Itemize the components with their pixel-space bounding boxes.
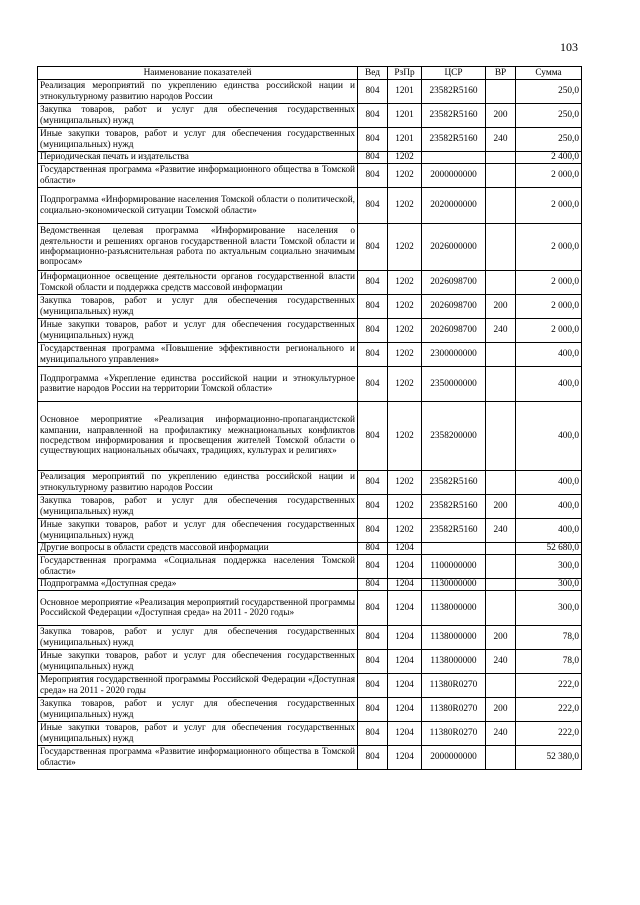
cell-csr: 1100000000	[422, 555, 486, 579]
cell-rzpr: 1201	[388, 80, 422, 104]
col-header-sum: Сумма	[516, 67, 582, 80]
cell-rzpr: 1202	[388, 495, 422, 519]
cell-vr: 200	[486, 104, 516, 128]
cell-name: Основное мероприятие «Реализация информационно-пропагандистской кампании, направленной на профилактику межнациональных конфликтов посредством информирования и просвещения жителей Томской области о существующих национальных обычаях, традициях, культурах и религиях»	[38, 402, 358, 471]
table-row	[38, 555, 582, 579]
cell-ved: 804	[358, 471, 388, 495]
cell-vr	[486, 579, 516, 591]
table-row	[38, 271, 582, 295]
cell-ved: 804	[358, 271, 388, 295]
cell-vr: 240	[486, 722, 516, 746]
table-row	[38, 402, 582, 471]
table-row	[38, 80, 582, 104]
cell-sum: 300,0	[516, 591, 582, 626]
cell-vr: 200	[486, 698, 516, 722]
cell-sum: 78,0	[516, 650, 582, 674]
cell-name: Государственная программа «Повышение эффективности регионального и муниципального управления»	[38, 343, 358, 367]
cell-name: Информационное освещение деятельности органов государственной власти Томской области и поддержка средств массовой информации	[38, 271, 358, 295]
cell-rzpr: 1204	[388, 579, 422, 591]
cell-vr	[486, 543, 516, 555]
table-row	[38, 128, 582, 152]
table-row	[38, 626, 582, 650]
cell-name: Реализация мероприятий по укреплению единства российской нации и этнокультурному развитию народов России	[38, 471, 358, 495]
cell-name: Иные закупки товаров, работ и услуг для обеспечения государственных (муниципальных) нужд	[38, 650, 358, 674]
cell-csr: 23582R5160	[422, 104, 486, 128]
cell-name: Закупка товаров, работ и услуг для обеспечения государственных (муниципальных) нужд	[38, 626, 358, 650]
cell-csr: 1138000000	[422, 626, 486, 650]
cell-name: Ведомственная целевая программа «Информирование населения о деятельности и решениях органов государственной власти Томской области и информационно-разъяснительная работа по актуальным социально значимым вопросам»	[38, 224, 358, 271]
cell-csr	[422, 152, 486, 164]
cell-name: Иные закупки товаров, работ и услуг для обеспечения государственных (муниципальных) нужд	[38, 519, 358, 543]
cell-name: Периодическая печать и издательства	[38, 152, 358, 164]
cell-name: Иные закупки товаров, работ и услуг для обеспечения государственных (муниципальных) нужд	[38, 319, 358, 343]
cell-rzpr: 1202	[388, 402, 422, 471]
cell-sum: 250,0	[516, 80, 582, 104]
cell-name: Иные закупки товаров, работ и услуг для обеспечения государственных (муниципальных) нужд	[38, 128, 358, 152]
cell-sum: 2 000,0	[516, 164, 582, 188]
cell-name: Другие вопросы в области средств массовой информации	[38, 543, 358, 555]
cell-sum: 400,0	[516, 495, 582, 519]
cell-sum: 2 400,0	[516, 152, 582, 164]
cell-ved: 804	[358, 674, 388, 698]
table-row	[38, 519, 582, 543]
cell-csr: 23582R5160	[422, 128, 486, 152]
cell-rzpr: 1201	[388, 128, 422, 152]
cell-ved: 804	[358, 543, 388, 555]
cell-sum: 250,0	[516, 104, 582, 128]
cell-vr: 240	[486, 519, 516, 543]
table-row	[38, 188, 582, 224]
cell-csr: 23582R5160	[422, 80, 486, 104]
cell-rzpr: 1204	[388, 698, 422, 722]
cell-sum: 2 000,0	[516, 188, 582, 224]
cell-rzpr: 1204	[388, 555, 422, 579]
cell-csr: 2358200000	[422, 402, 486, 471]
cell-ved: 804	[358, 698, 388, 722]
table-row	[38, 367, 582, 402]
cell-sum: 400,0	[516, 519, 582, 543]
cell-sum: 400,0	[516, 402, 582, 471]
table-row	[38, 224, 582, 271]
header-row	[38, 67, 582, 80]
cell-csr: 11380R0270	[422, 722, 486, 746]
cell-ved: 804	[358, 224, 388, 271]
cell-rzpr: 1201	[388, 104, 422, 128]
cell-name: Подпрограмма «Доступная среда»	[38, 579, 358, 591]
cell-rzpr: 1202	[388, 164, 422, 188]
cell-ved: 804	[358, 80, 388, 104]
table-row	[38, 471, 582, 495]
cell-vr	[486, 746, 516, 770]
cell-sum: 400,0	[516, 343, 582, 367]
cell-csr: 11380R0270	[422, 674, 486, 698]
table-row	[38, 746, 582, 770]
cell-rzpr: 1202	[388, 188, 422, 224]
cell-rzpr: 1202	[388, 471, 422, 495]
cell-vr: 200	[486, 495, 516, 519]
cell-sum: 250,0	[516, 128, 582, 152]
cell-name: Государственная программа «Развитие информационного общества в Томской области»	[38, 746, 358, 770]
cell-vr	[486, 555, 516, 579]
cell-name: Мероприятия государственной программы Российской Федерации «Доступная среда» на 2011 - 2020 годы	[38, 674, 358, 698]
cell-name: Иные закупки товаров, работ и услуг для обеспечения государственных (муниципальных) нужд	[38, 722, 358, 746]
budget-table	[37, 66, 582, 770]
cell-vr	[486, 164, 516, 188]
cell-sum: 300,0	[516, 555, 582, 579]
col-header-rzpr: РзПр	[388, 67, 422, 80]
cell-vr: 240	[486, 128, 516, 152]
table-row	[38, 319, 582, 343]
cell-csr: 1138000000	[422, 650, 486, 674]
table-row	[38, 295, 582, 319]
col-header-name: Наименование показателей	[38, 67, 358, 80]
cell-sum: 300,0	[516, 579, 582, 591]
cell-csr: 2350000000	[422, 367, 486, 402]
cell-vr: 200	[486, 626, 516, 650]
cell-ved: 804	[358, 128, 388, 152]
cell-rzpr: 1204	[388, 591, 422, 626]
cell-sum: 2 000,0	[516, 224, 582, 271]
cell-csr: 2300000000	[422, 343, 486, 367]
cell-ved: 804	[358, 591, 388, 626]
cell-csr: 11380R0270	[422, 698, 486, 722]
cell-csr: 2000000000	[422, 746, 486, 770]
cell-rzpr: 1204	[388, 626, 422, 650]
cell-rzpr: 1204	[388, 650, 422, 674]
cell-vr	[486, 674, 516, 698]
cell-vr	[486, 471, 516, 495]
cell-rzpr: 1202	[388, 152, 422, 164]
table-row	[38, 674, 582, 698]
cell-ved: 804	[358, 402, 388, 471]
cell-sum: 400,0	[516, 367, 582, 402]
cell-csr: 1138000000	[422, 591, 486, 626]
cell-rzpr: 1202	[388, 319, 422, 343]
cell-ved: 804	[358, 319, 388, 343]
cell-csr: 2000000000	[422, 164, 486, 188]
cell-name: Закупка товаров, работ и услуг для обеспечения государственных (муниципальных) нужд	[38, 295, 358, 319]
cell-rzpr: 1202	[388, 367, 422, 402]
cell-vr: 240	[486, 650, 516, 674]
cell-ved: 804	[358, 722, 388, 746]
cell-name: Государственная программа «Развитие информационного общества в Томской области»	[38, 164, 358, 188]
cell-csr: 23582R5160	[422, 519, 486, 543]
cell-ved: 804	[358, 188, 388, 224]
table-header	[38, 67, 582, 80]
cell-vr	[486, 188, 516, 224]
cell-vr	[486, 80, 516, 104]
table-row	[38, 543, 582, 555]
cell-csr: 2026098700	[422, 319, 486, 343]
cell-ved: 804	[358, 555, 388, 579]
cell-ved: 804	[358, 104, 388, 128]
table-row	[38, 698, 582, 722]
cell-ved: 804	[358, 579, 388, 591]
table-row	[38, 650, 582, 674]
cell-vr	[486, 343, 516, 367]
cell-ved: 804	[358, 367, 388, 402]
cell-ved: 804	[358, 519, 388, 543]
cell-rzpr: 1204	[388, 746, 422, 770]
col-header-ved: Вед	[358, 67, 388, 80]
cell-sum: 222,0	[516, 698, 582, 722]
cell-sum: 52 380,0	[516, 746, 582, 770]
table-row	[38, 722, 582, 746]
col-header-csr: ЦСР	[422, 67, 486, 80]
cell-name: Закупка товаров, работ и услуг для обеспечения государственных (муниципальных) нужд	[38, 698, 358, 722]
table-row	[38, 591, 582, 626]
table-row	[38, 579, 582, 591]
cell-name: Подпрограмма «Информирование населения Томской области о политической, социально-экономической ситуации Томской области»	[38, 188, 358, 224]
cell-ved: 804	[358, 295, 388, 319]
table-row	[38, 104, 582, 128]
col-header-vr: ВР	[486, 67, 516, 80]
cell-vr	[486, 367, 516, 402]
cell-csr: 2020000000	[422, 188, 486, 224]
cell-vr: 240	[486, 319, 516, 343]
cell-rzpr: 1204	[388, 722, 422, 746]
cell-csr: 2026098700	[422, 295, 486, 319]
cell-rzpr: 1202	[388, 224, 422, 271]
cell-csr	[422, 543, 486, 555]
cell-sum: 52 680,0	[516, 543, 582, 555]
cell-ved: 804	[358, 343, 388, 367]
cell-sum: 400,0	[516, 471, 582, 495]
cell-vr	[486, 271, 516, 295]
cell-name: Закупка товаров, работ и услуг для обеспечения государственных (муниципальных) нужд	[38, 495, 358, 519]
cell-vr	[486, 152, 516, 164]
cell-rzpr: 1204	[388, 543, 422, 555]
cell-name: Подпрограмма «Укрепление единства российской нации и этнокультурное развитие народов России на территории Томской области»	[38, 367, 358, 402]
cell-sum: 2 000,0	[516, 295, 582, 319]
cell-sum: 222,0	[516, 722, 582, 746]
cell-vr: 200	[486, 295, 516, 319]
cell-ved: 804	[358, 495, 388, 519]
cell-rzpr: 1202	[388, 519, 422, 543]
cell-ved: 804	[358, 164, 388, 188]
table-row	[38, 152, 582, 164]
cell-vr	[486, 402, 516, 471]
cell-name: Реализация мероприятий по укреплению единства российской нации и этнокультурному развитию народов России	[38, 80, 358, 104]
cell-ved: 804	[358, 152, 388, 164]
cell-name: Основное мероприятие «Реализация мероприятий государственной программы Российской Федерации «Доступная среда» на 2011 - 2020 годы»	[38, 591, 358, 626]
cell-sum: 2 000,0	[516, 271, 582, 295]
cell-rzpr: 1202	[388, 343, 422, 367]
cell-sum: 222,0	[516, 674, 582, 698]
table-row	[38, 164, 582, 188]
cell-vr	[486, 591, 516, 626]
cell-name: Государственная программа «Социальная поддержка населения Томской области»	[38, 555, 358, 579]
cell-rzpr: 1204	[388, 674, 422, 698]
table-row	[38, 343, 582, 367]
table-row	[38, 495, 582, 519]
cell-csr: 23582R5160	[422, 471, 486, 495]
cell-ved: 804	[358, 746, 388, 770]
cell-sum: 2 000,0	[516, 319, 582, 343]
cell-vr	[486, 224, 516, 271]
cell-ved: 804	[358, 650, 388, 674]
cell-ved: 804	[358, 626, 388, 650]
cell-csr: 1130000000	[422, 579, 486, 591]
cell-sum: 78,0	[516, 626, 582, 650]
cell-csr: 23582R5160	[422, 495, 486, 519]
cell-rzpr: 1202	[388, 271, 422, 295]
table-body	[38, 80, 582, 770]
cell-rzpr: 1202	[388, 295, 422, 319]
cell-name: Закупка товаров, работ и услуг для обеспечения государственных (муниципальных) нужд	[38, 104, 358, 128]
page-number: 103	[560, 40, 578, 54]
cell-csr: 2026000000	[422, 224, 486, 271]
cell-csr: 2026098700	[422, 271, 486, 295]
